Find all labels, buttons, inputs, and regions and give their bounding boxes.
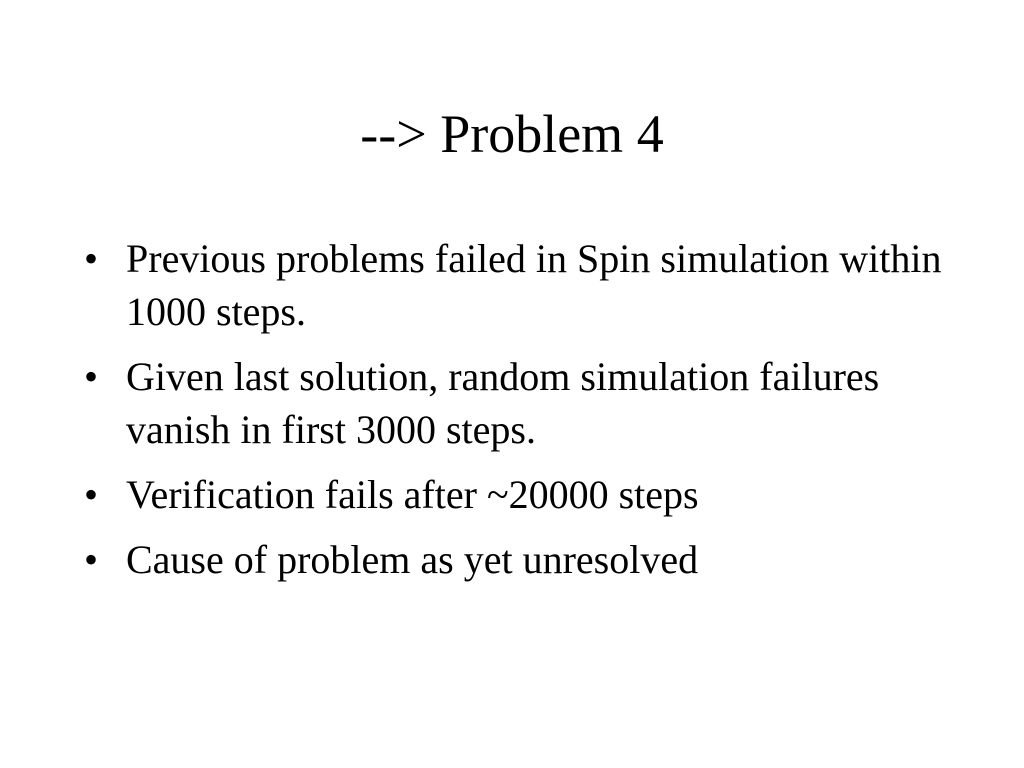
- slide-title: --> Problem 4: [360, 104, 664, 164]
- bullet-list: [84, 232, 964, 598]
- bullet-dot-icon: •: [84, 537, 99, 582]
- bullet-text: Cause of problem as yet unresolved: [126, 537, 699, 582]
- bullet-item: [84, 468, 964, 521]
- bullet-dot-icon: •: [84, 354, 99, 399]
- bullet-item: [84, 350, 964, 456]
- bullet-text: Previous problems failed in Spin simulation within 1000 steps.: [126, 236, 942, 334]
- bullet-dot-icon: •: [84, 472, 99, 517]
- bullet-item: [84, 232, 964, 338]
- bullet-dot-icon: •: [84, 236, 99, 281]
- bullet-item: [84, 533, 964, 586]
- bullet-text: Given last solution, random simulation failures vanish in first 3000 steps.: [126, 354, 880, 452]
- bullet-text: Verification fails after ~20000 steps: [126, 472, 699, 517]
